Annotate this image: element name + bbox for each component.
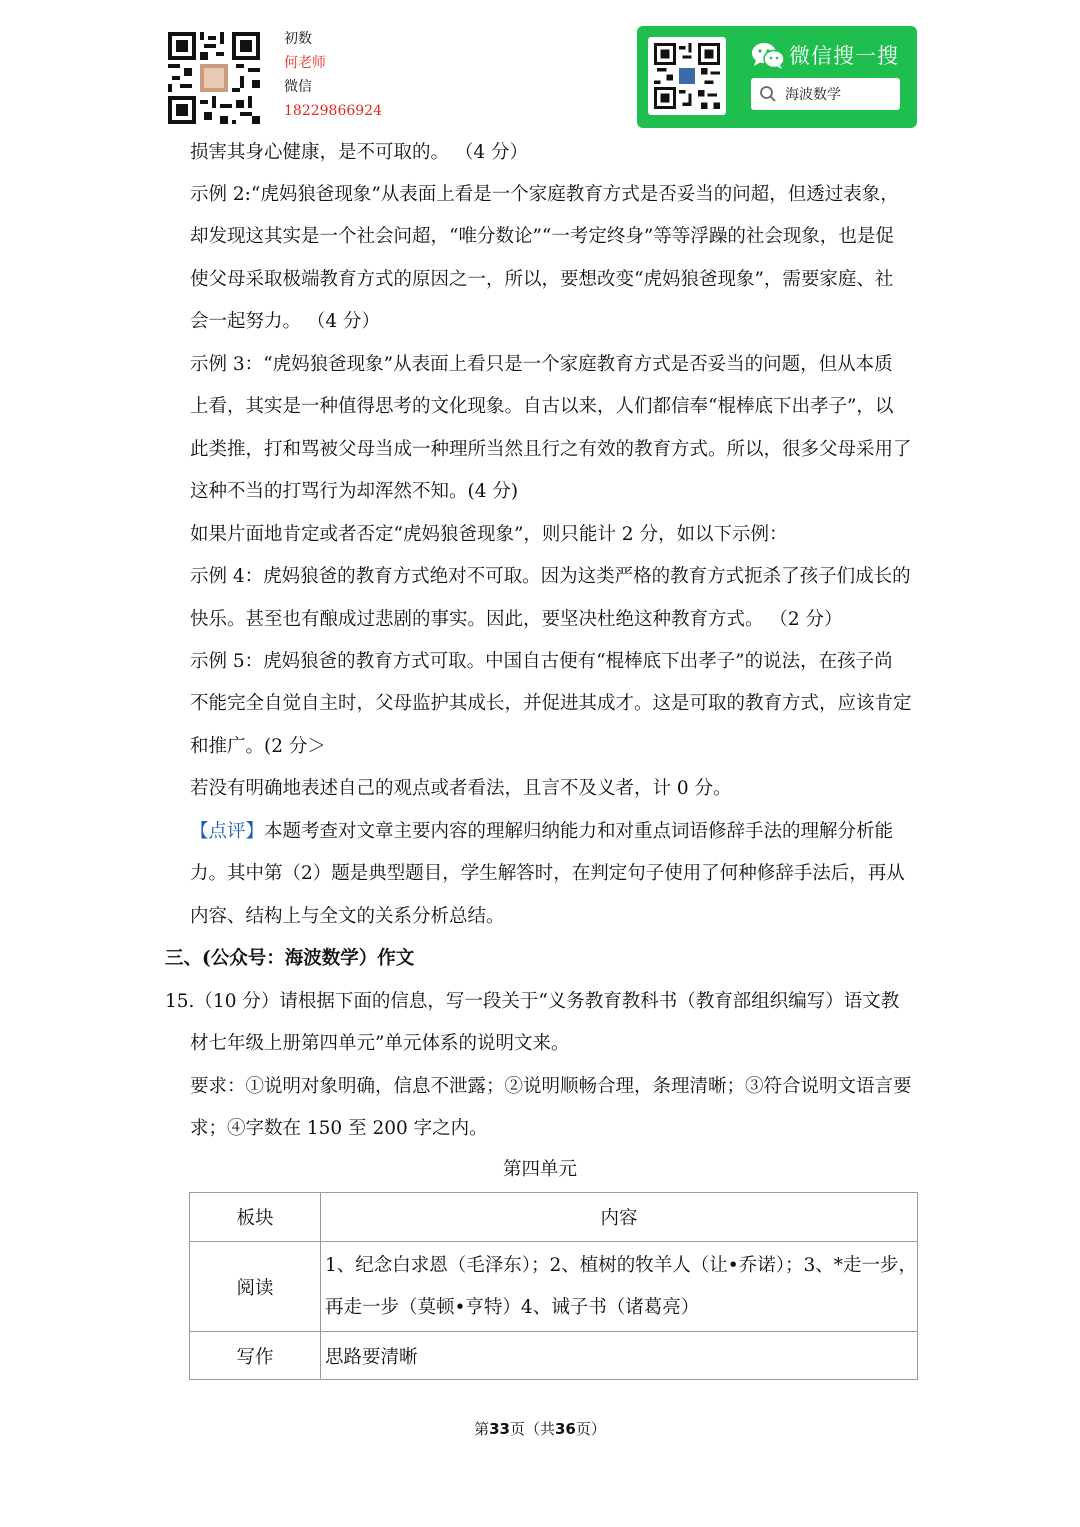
body-line: 使父母采取极端教育方式的原因之一，所以，要想改变“虎妈狼爸现象”，需要家庭、社	[190, 269, 894, 290]
table-cell-content	[321, 1242, 918, 1332]
comment-line: 力。其中第（2）题是典型题目，学生解答时，在判定句子使用了何种修辞手法后，再从	[190, 863, 905, 884]
contact-qr-code	[168, 32, 260, 124]
body-line: 和推广。(2 分＞	[190, 736, 326, 757]
section-heading: 三、(公众号：海波数学）作文	[165, 948, 415, 969]
unit-table	[189, 1192, 918, 1380]
wechat-logo-icon	[751, 42, 785, 70]
table-cell-block: 阅读	[190, 1242, 321, 1332]
body-line: 示例 4：虎妈狼爸的教育方式绝对不可取。因为这类严格的教育方式扼杀了孩子们成长的	[190, 566, 911, 587]
question-line: 15.（10 分）请根据下面的信息，写一段关于“义务教育教科书（教育部组织编写）语文教	[165, 991, 900, 1012]
requirement-line: 要求：①说明对象明确，信息不泄露；②说明顺畅合理，条理清晰；③符合说明文语言要	[190, 1076, 912, 1097]
page-footer	[0, 1418, 1080, 1439]
wechat-qr-code	[648, 37, 726, 115]
table-cell-line: 1、纪念白求恩（毛泽东）；2、植树的牧羊人（让•乔诺）；3、*走一步，	[325, 1254, 917, 1276]
footer-middle: 页（共	[509, 1420, 555, 1438]
search-icon	[759, 85, 777, 103]
body-line: 不能完全自觉自主时，父母监护其成长，并促进其成才。这是可取的教育方式，应该肯定	[190, 693, 912, 714]
wechat-search-card[interactable]	[637, 26, 917, 128]
footer-page-number: 33	[489, 1420, 510, 1438]
table-header-row	[190, 1193, 918, 1242]
comment-tag: 【点评】	[190, 821, 265, 842]
wechat-search-text: 海波数学	[785, 87, 841, 103]
table-cell-line: 再走一步（莫顿•亨特）4、诫子书（诸葛亮）	[325, 1296, 700, 1318]
table-caption: 第四单元	[502, 1159, 577, 1180]
comment-line	[190, 819, 893, 845]
contact-phone: 18229866924	[284, 103, 382, 119]
body-line: 示例 3：“虎妈狼爸现象”从表面上看只是一个家庭教育方式是否妥当的问题，但从本质	[190, 354, 893, 375]
contact-info	[284, 27, 382, 123]
comment-text: 本题考查对文章主要内容的理解归纳能力和对重点词语修辞手法的理解分析能	[264, 821, 894, 842]
body-line: 此类推，打和骂被父母当成一种理所当然且行之有效的教育方式。所以，很多父母采用了	[190, 439, 912, 460]
contact-subject: 初数	[284, 31, 312, 47]
body-line: 快乐。甚至也有酿成过悲剧的事实。因此，要坚决杜绝这种教育方式。 （2 分）	[190, 609, 843, 630]
wechat-search-title: 微信搜一搜	[789, 44, 899, 68]
body-line: 这种不当的打骂行为却浑然不知。(4 分)	[190, 481, 519, 502]
table-cell-content: 思路要清晰	[321, 1332, 918, 1380]
contact-teacher: 何老师	[284, 55, 326, 71]
table-row	[190, 1332, 918, 1380]
comment-line: 内容、结构上与全文的关系分析总结。	[190, 906, 505, 927]
footer-suffix: 页）	[575, 1420, 606, 1438]
contact-wechat-label: 微信	[284, 79, 312, 95]
footer-total-pages: 36	[555, 1420, 576, 1438]
requirement-line: 求；④字数在 150 至 200 字之内。	[190, 1118, 488, 1139]
body-line: 却发现这其实是一个社会问超，“唯分数论”“一考定终身”等等浮躁的社会现象，也是促	[190, 226, 894, 247]
body-line: 会一起努力。 （4 分）	[190, 311, 381, 332]
table-header-block: 板块	[190, 1193, 321, 1242]
footer-prefix: 第	[474, 1420, 490, 1438]
table-header-content: 内容	[321, 1193, 918, 1242]
table-cell-block: 写作	[190, 1332, 321, 1380]
body-line: 上看，其实是一种值得思考的文化现象。自古以来，人们都信奉“棍棒底下出孝子”，以	[190, 396, 894, 417]
body-line: 示例 2:“虎妈狼爸现象”从表面上看是一个家庭教育方式是否妥当的问超，但透过表象，	[190, 184, 899, 205]
table-row	[190, 1242, 918, 1332]
question-line: 材七年级上册第四单元”单元体系的说明文来。	[190, 1033, 570, 1054]
body-line: 损害其身心健康，是不可取的。 （4 分）	[190, 142, 529, 163]
body-line: 如果片面地肯定或者否定“虎妈狼爸现象”，则只能计 2 分，如以下示例：	[190, 524, 788, 545]
wechat-search-box[interactable]	[751, 78, 900, 110]
body-line: 若没有明确地表述自己的观点或者看法，且言不及义者，计 0 分。	[190, 778, 732, 799]
body-line: 示例 5：虎妈狼爸的教育方式可取。中国自古便有“棍棒底下出孝子”的说法，在孩子尚	[190, 651, 893, 672]
